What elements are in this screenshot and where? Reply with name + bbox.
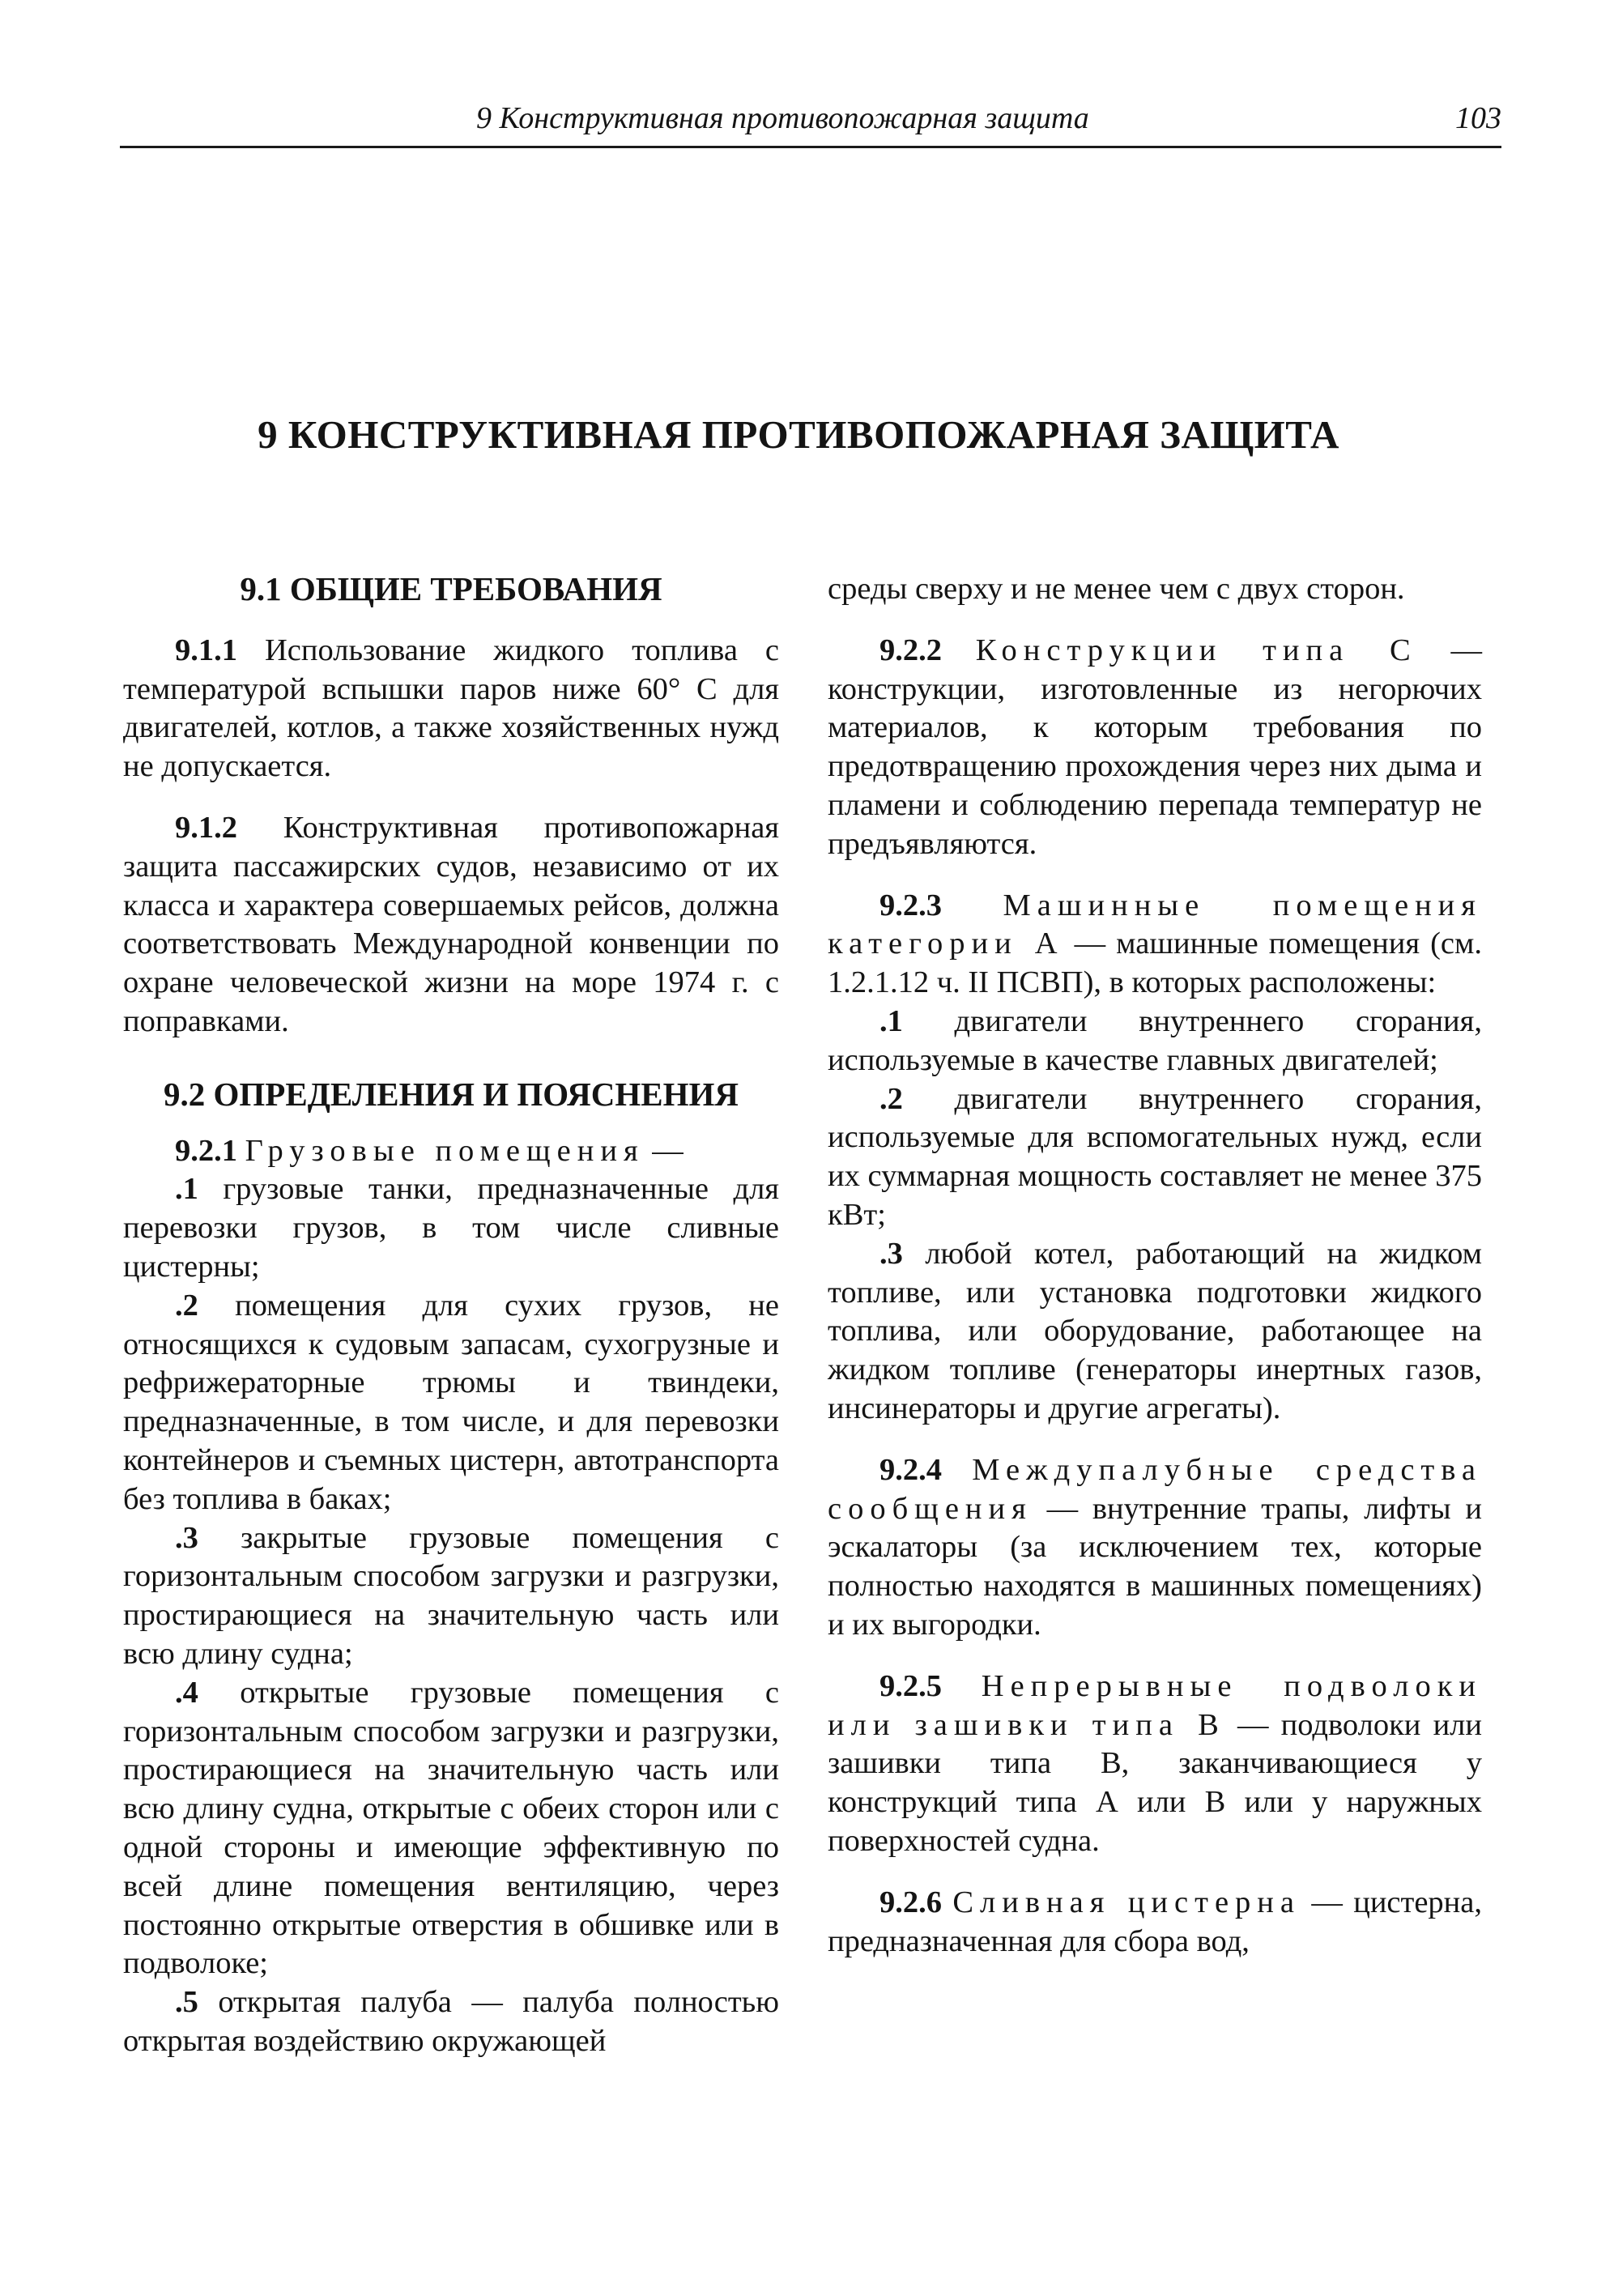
list-item-1 <box>123 1170 779 1286</box>
clause-text: — <box>644 1133 684 1168</box>
list-item-2 <box>828 1080 1482 1235</box>
paragraph-9-1-1 <box>123 632 779 786</box>
clause-number: 9.2.6 <box>879 1885 942 1919</box>
clause-number: 9.2.2 <box>879 633 942 667</box>
list-item-4 <box>123 1674 779 1983</box>
list-item-3 <box>123 1519 779 1674</box>
clause-text: Использование жидкого топлива с температурой вспышки паров ниже 60° С для двигателей, котлов, а также хозяйственных нужд не допускается. <box>123 633 779 784</box>
paragraph-9-2-5 <box>828 1668 1482 1861</box>
item-text: любой котел, работающий на жидком топливе, или установка подготовки жидкого топлива, или оборудование, работающее на жидком топливе (генераторы инертных газов, инсинераторы и другие агрегаты). <box>828 1236 1482 1425</box>
clause-text: Конструктивная противопожарная защита пассажирских судов, независимо от их класса и характера совершаемых рейсов, должна соответствовать Международной конвенции по охране человеческой жизни на море 1974 г. с поправками. <box>123 810 779 1038</box>
defined-term: Машинные помещения категории А <box>828 888 1482 961</box>
clause-text: — цистерна, предназначенная для сбора вод, <box>828 1885 1483 1958</box>
list-item-3 <box>828 1235 1482 1429</box>
right-column <box>828 570 1482 1961</box>
paragraph-9-2-6 <box>828 1884 1482 1962</box>
item-text: двигатели внутреннего сгорания, используемые для вспомогательных нужд, если их суммарная мощность составляет не менее 375 кВт; <box>828 1081 1482 1232</box>
defined-term: Междупалубные средства сообщения <box>828 1452 1482 1526</box>
item-number: .3 <box>879 1236 903 1271</box>
item-text: открытая палуба — палуба полностью открытая воздействию окружающей <box>123 1985 779 2058</box>
paragraph-9-2-2 <box>828 632 1482 864</box>
running-title: 9 Конструктивная противопожарная защита <box>476 101 1089 135</box>
clause-text: — подволоки или зашивки типа В, заканчивающиеся у конструкций типа А или В или у наружных поверхностей судна. <box>828 1707 1482 1858</box>
clause-number: 9.1.1 <box>175 633 237 667</box>
defined-term: Грузовые помещения <box>245 1133 645 1168</box>
paragraph-9-2-3 <box>828 887 1482 1003</box>
item-number: .2 <box>175 1288 198 1323</box>
item-text: грузовые танки, предназначенные для перевозки грузов, в том числе сливные цистерны; <box>123 1172 779 1284</box>
item-number: .1 <box>879 1003 903 1038</box>
paragraph-9-2-1 <box>123 1132 779 1171</box>
list-item-2 <box>123 1287 779 1519</box>
item-number: .2 <box>879 1081 903 1116</box>
page-number: 103 <box>1455 101 1501 135</box>
section-heading-9-1: 9.1 ОБЩИЕ ТРЕБОВАНИЯ <box>240 570 662 607</box>
clause-number: 9.2.1 <box>175 1133 237 1168</box>
paragraph-9-2-4 <box>828 1451 1482 1645</box>
list-item-1 <box>828 1003 1482 1080</box>
section-heading-9-2: 9.2 ОПРЕДЕЛЕНИЯ И ПОЯСНЕНИЯ <box>164 1075 739 1113</box>
clause-text: — конструкции, изготовленные из негорючих материалов, к которым требования по предотвращению прохождения через них дыма и пламени и соблюдению перепада температур не предъявляются. <box>828 633 1482 861</box>
defined-term: Сливная цистерна <box>952 1885 1301 1919</box>
chapter-title: 9 КОНСТРУКТИВНАЯ ПРОТИВОПОЖАРНАЯ ЗАЩИТА <box>258 412 1339 457</box>
defined-term: Непрерывные подволоки или зашивки типа В <box>828 1668 1483 1742</box>
continued-text: среды сверху и не менее чем с двух сторон. <box>828 572 1405 606</box>
clause-number: 9.2.5 <box>879 1668 942 1703</box>
item-number: .1 <box>175 1172 198 1207</box>
item-text: двигатели внутреннего сгорания, используемые в качестве главных двигателей; <box>828 1003 1482 1077</box>
item-number: .5 <box>175 1985 198 2020</box>
defined-term: Конструкции типа С <box>975 633 1417 667</box>
item-number: .3 <box>175 1520 198 1555</box>
clause-text: — внутренние трапы, лифты и эскалаторы (за исключением тех, которые полностью находятся в машинных помещениях) и их выгородки. <box>828 1491 1482 1642</box>
left-column <box>123 570 779 2061</box>
running-header <box>120 96 1501 148</box>
clause-text: — машинные помещения (см. 1.2.1.12 ч. II ПСВП), в которых расположены: <box>828 926 1482 1000</box>
list-item-5 <box>123 1983 779 2061</box>
item-text: открытые грузовые помещения с горизонтальным способом загрузки и разгрузки, простирающиеся на значительную часть или всю длину судна, открытые с обеих сторон или с одной стороны и имеющие эффективную по всей длине помещения вентиляцию, через постоянно открытые отверстия в обшивке или в подволоке; <box>123 1675 779 1981</box>
item-number: .4 <box>175 1675 198 1710</box>
clause-number: 9.2.3 <box>879 888 942 922</box>
item-text: помещения для сухих грузов, не относящихся к судовым запасам, сухогрузные и рефрижераторные трюмы и твиндеки, предназначенные, в том числе, и для перевозки контейнеров и съемных цистерн, автотранспорта без топлива в баках; <box>123 1288 779 1516</box>
item-text: закрытые грузовые помещения с горизонтальным способом загрузки и разгрузки, простирающиеся на значительную часть или всю длину судна; <box>123 1520 779 1671</box>
clause-number: 9.2.4 <box>879 1452 942 1487</box>
paragraph-9-1-2 <box>123 809 779 1042</box>
clause-number: 9.1.2 <box>175 810 237 845</box>
